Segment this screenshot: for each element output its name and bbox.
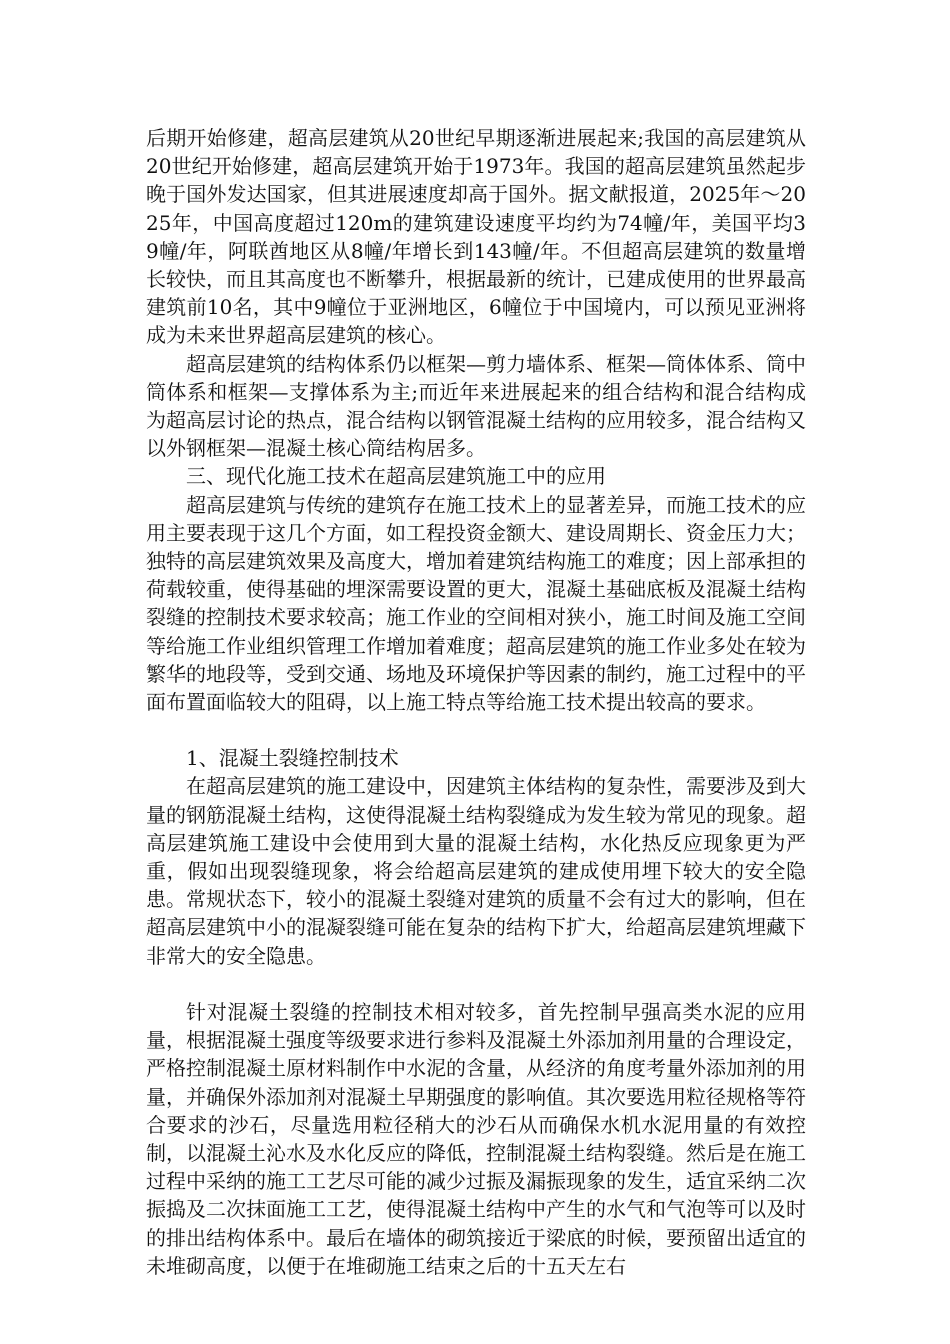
paragraph-structural-systems: 超高层建筑的结构体系仍以框架—剪力墙体系、框架—筒体体系、筒中筒体系和框架—支撑体系为主;而近年来进展起来的组合结构和混合结构成为超高层讨论的热点，混合结构以钢管混凝土结构的应用较多，混合结构又以外钢框架—混凝土核心筒结构居多。 (146, 351, 806, 461)
document-page (146, 124, 806, 1280)
paragraph-crack-control-measures: 针对混凝土裂缝的控制技术相对较多，首先控制早强高类水泥的应用量，根据混凝土强度等级要求进行参料及混凝土外添加剂用量的合理设定，严格控制混凝土原材料制作中水泥的含量，从经济的角度考量外添加剂的用量，并确保外添加剂对混凝土早期强度的影响值。其次要选用粒径规格等符合要求的沙石，尽量选用粒径稍大的沙石从而确保水机水泥用量的有效控制，以混凝土沁水及水化反应的降低，控制混凝土结构裂缝。然后是在施工过程中采纳的施工工艺尽可能的减少过振及漏振现象的发生，适宜采纳二次振捣及二次抹面施工工艺，使得混凝土结构中产生的水气和气泡等可以及时的排出结构体系中。最后在墙体的砌筑接近于梁底的时候，要预留出适宜的未堆砌高度，以便于在堆砌施工结束之后的十五天左右 (146, 999, 806, 1278)
paragraph-crack-causes: 在超高层建筑的施工建设中，因建筑主体结构的复杂性，需要涉及到大量的钢筋混凝土结构，这使得混凝土结构裂缝成为发生较为常见的现象。超高层建筑施工建设中会使用到大量的混凝土结构，水化热反应现象更为严重，假如出现裂缝现象，将会给超高层建筑的建成使用埋下较大的安全隐患。常规状态下，较小的混凝土裂缝对建筑的质量不会有过大的影响，但在超高层建筑中小的混凝裂缝可能在复杂的结构下扩大，给超高层建筑埋藏下非常大的安全隐患。 (146, 774, 806, 968)
paragraph-high-rise-history: 后期开始修建，超高层建筑从20世纪早期逐渐进展起来;我国的高层建筑从20世纪开始修建，超高层建筑开始于1973年。我国的超高层建筑虽然起步晚于国外发达国家，但其进展速度却高于国外。据文献报道，2025年～2025年，中国高度超过120m的建筑建设速度平均约为74幢/年，美国平均39幢/年，阿联酋地区从8幢/年增长到143幢/年。不但超高层建筑的数量增长较快，而且其高度也不断攀升，根据最新的统计，已建成使用的世界最高建筑前10名，其中9幢位于亚洲地区，6幢位于中国境内，可以预见亚洲将成为未来世界超高层建筑的核心。 (146, 126, 806, 348)
section-heading-construction-technology: 三、现代化施工技术在超高层建筑施工中的应用 (186, 464, 606, 489)
paragraph-construction-characteristics: 超高层建筑与传统的建筑存在施工技术上的显著差异，而施工技术的应用主要表现于这几个方面，如工程投资金额大、建设周期长、资金压力大；独特的高层建筑效果及高度大，增加着建筑结构施工的难度；因上部承担的荷载较重，使得基础的埋深需要设置的更大，混凝土基础底板及混凝土结构裂缝的控制技术要求较高；施工作业的空间相对狭小，施工时间及施工空间等给施工作业组织管理工作增加着难度；超高层建筑的施工作业多处在较为繁华的地段等，受到交通、场地及环境保护等因素的制约，施工过程中的平面布置面临较大的阻碍，以上施工特点等给施工技术提出较高的要求。 (146, 492, 806, 715)
subsection-heading-crack-control: 1、混凝土裂缝控制技术 (186, 746, 399, 771)
